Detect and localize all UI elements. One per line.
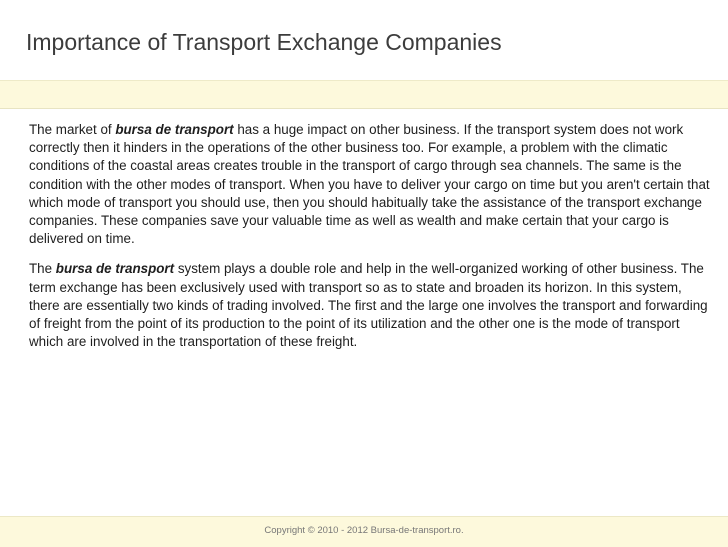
paragraph-2 bbox=[29, 260, 713, 351]
paragraph-1-keyword: bursa de transport bbox=[115, 122, 234, 137]
paragraph-2-text: system plays a double role and help in the well-organized working of other business. The term exchange has been exclusively used with transport so as to state and broaden its horizon. In this system, there are essentially two kinds of trading involved. The first and the large one involves the transport and forwarding of freight from the point of its production to the point of its utilization and the other one is the mode of transport which are involved in the transportation of these freight. bbox=[29, 261, 708, 350]
paragraph-2-lead: The bbox=[29, 261, 56, 277]
slide-body bbox=[29, 121, 713, 363]
paragraph-2-keyword: bursa de transport bbox=[55, 261, 175, 277]
copyright-notice: Copyright © 2010 - 2012 Bursa-de-transport.ro. bbox=[264, 525, 464, 536]
paragraph-1 bbox=[29, 121, 713, 248]
slide-title: Importance of Transport Exchange Companies bbox=[26, 29, 502, 55]
paragraph-1-lead: The market of bbox=[29, 122, 116, 137]
title-divider-band bbox=[0, 80, 728, 109]
paragraph-1-text: has a huge impact on other business. If the transport system does not work correctly then it hinders in the operations of the other business too. For example, a problem with the climatic conditions of the coastal areas creates trouble in the transport of cargo through sea channels. The same is the condition with the other modes of transport. When you have to deliver your cargo on time but you aren't certain that which mode of transport you should use, then you should habitually take the assistance of the transport exchange companies. These companies save your valuable time as well as wealth and make certain that your cargo is delivered on time. bbox=[29, 122, 710, 247]
